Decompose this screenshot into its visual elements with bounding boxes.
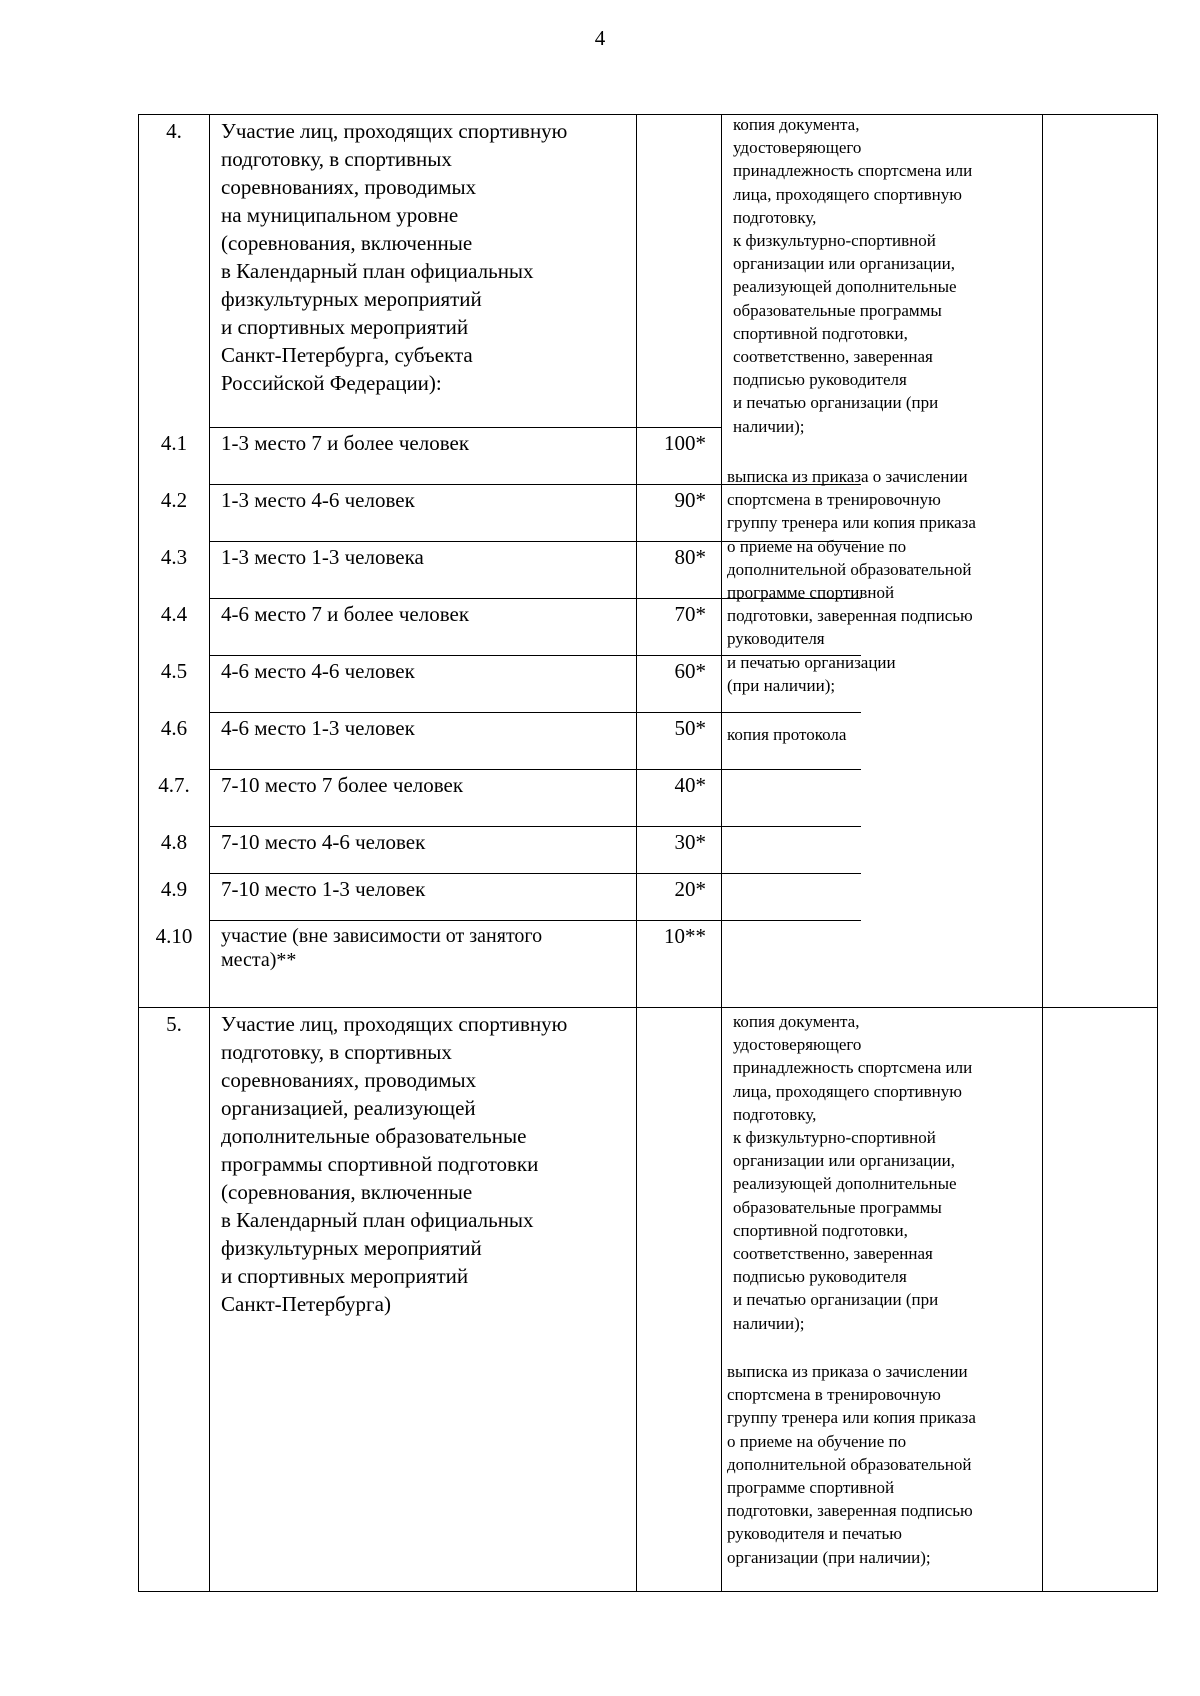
row-points: 100* xyxy=(664,431,706,455)
row-separator xyxy=(209,873,861,874)
row-number: 4.10 xyxy=(155,924,193,948)
row-criterion: 4-6 место 7 и более человек xyxy=(221,602,470,626)
row-points: 50* xyxy=(674,716,706,740)
row-criterion: 1-3 место 4-6 человек xyxy=(221,488,415,512)
row-points: 10** xyxy=(664,924,706,948)
row-criterion: участие (вне зависимости от занятого места)** xyxy=(221,925,543,971)
row-number: 4.2 xyxy=(160,488,188,512)
col-divider-3 xyxy=(721,115,722,1591)
section-5-number: 5. xyxy=(166,1012,182,1036)
row-number: 4.3 xyxy=(160,545,188,569)
row-separator xyxy=(209,769,861,770)
criteria-table xyxy=(138,114,1158,1592)
row-number: 4.4 xyxy=(160,602,188,626)
row-separator xyxy=(209,427,721,428)
row-number: 4.1 xyxy=(160,431,188,455)
row-points: 30* xyxy=(674,830,706,854)
page-number: 4 xyxy=(594,26,606,50)
row-number: 4.7. xyxy=(158,773,190,797)
row-points: 60* xyxy=(674,659,706,683)
row-number: 4.9 xyxy=(160,877,188,901)
col-divider-1 xyxy=(209,115,210,1591)
row-points: 70* xyxy=(674,602,706,626)
row-points: 40* xyxy=(674,773,706,797)
section-4-title: Участие лиц, проходящих спортивную подготовку, в спортивных соревнованиях, проводимых на муниципальном уровне (соревнования, включенные в Календарный план официальных физкультурных мероприятий и спортивных мероприятий Санкт-Петербурга, субъекта Российской Федерации): xyxy=(221,119,568,395)
row-criterion: 1-3 место 1-3 человека xyxy=(221,545,424,569)
row-criterion: 7-10 место 1-3 человек xyxy=(221,877,426,901)
section-5-doc-order-extract: выписка из приказа о зачислении спортсмена в тренировочную группу тренера или копия приказа о приеме на обучение по дополнительной образовательной программе спортивной подготовки, заверенная подписью руководителя и печатью организации (при наличии); xyxy=(727,1362,976,1567)
row-points: 90* xyxy=(674,488,706,512)
section-4-doc-order-extract: выписка из приказа о зачислении спортсмена в тренировочную группу тренера или копия приказа о приеме на обучение по дополнительной образовательной программе спортивной подготовки, заверенная подписью руководителя и печатью организации (при наличии); xyxy=(727,467,976,695)
section-4-doc-copy: копия документа, удостоверяющего принадлежность спортсмена или лица, проходящего спортивную подготовку, к физкультурно-спортивной организации или организации, реализующей дополнительные образовательные программы спортивной подготовки, соответственно, заверенная подписью руководителя и печатью организации (при наличии); xyxy=(733,115,973,436)
row-number: 4.5 xyxy=(160,659,188,683)
row-points: 20* xyxy=(674,877,706,901)
row-separator xyxy=(209,712,861,713)
row-number: 4.6 xyxy=(160,716,188,740)
row-criterion: 7-10 место 4-6 человек xyxy=(221,830,426,854)
row-points: 80* xyxy=(674,545,706,569)
row-criterion: 1-3 место 7 и более человек xyxy=(221,431,470,455)
row-criterion: 4-6 место 1-3 человек xyxy=(221,716,415,740)
row-number: 4.8 xyxy=(160,830,188,854)
section-separator xyxy=(139,1007,1157,1008)
section-4-doc-protocol: копия протокола xyxy=(727,725,847,744)
row-separator xyxy=(209,826,861,827)
section-5-doc-copy: копия документа, удостоверяющего принадлежность спортсмена или лица, проходящего спортивную подготовку, к физкультурно-спортивной организации или организации, реализующей дополнительные образовательные программы спортивной подготовки, соответственно, заверенная подписью руководителя и печатью организации (при наличии); xyxy=(733,1012,973,1333)
row-criterion: 7-10 место 7 более человек xyxy=(221,773,464,797)
row-separator xyxy=(209,920,861,921)
row-criterion: 4-6 место 4-6 человек xyxy=(221,659,415,683)
section-5-title: Участие лиц, проходящих спортивную подготовку, в спортивных соревнованиях, проводимых организацией, реализующей дополнительные образовательные программы спортивной подготовки (соревнования, включенные в Календарный план официальных физкультурных мероприятий и спортивных мероприятий Санкт-Петербурга) xyxy=(221,1012,568,1316)
section-4-number: 4. xyxy=(166,119,182,143)
